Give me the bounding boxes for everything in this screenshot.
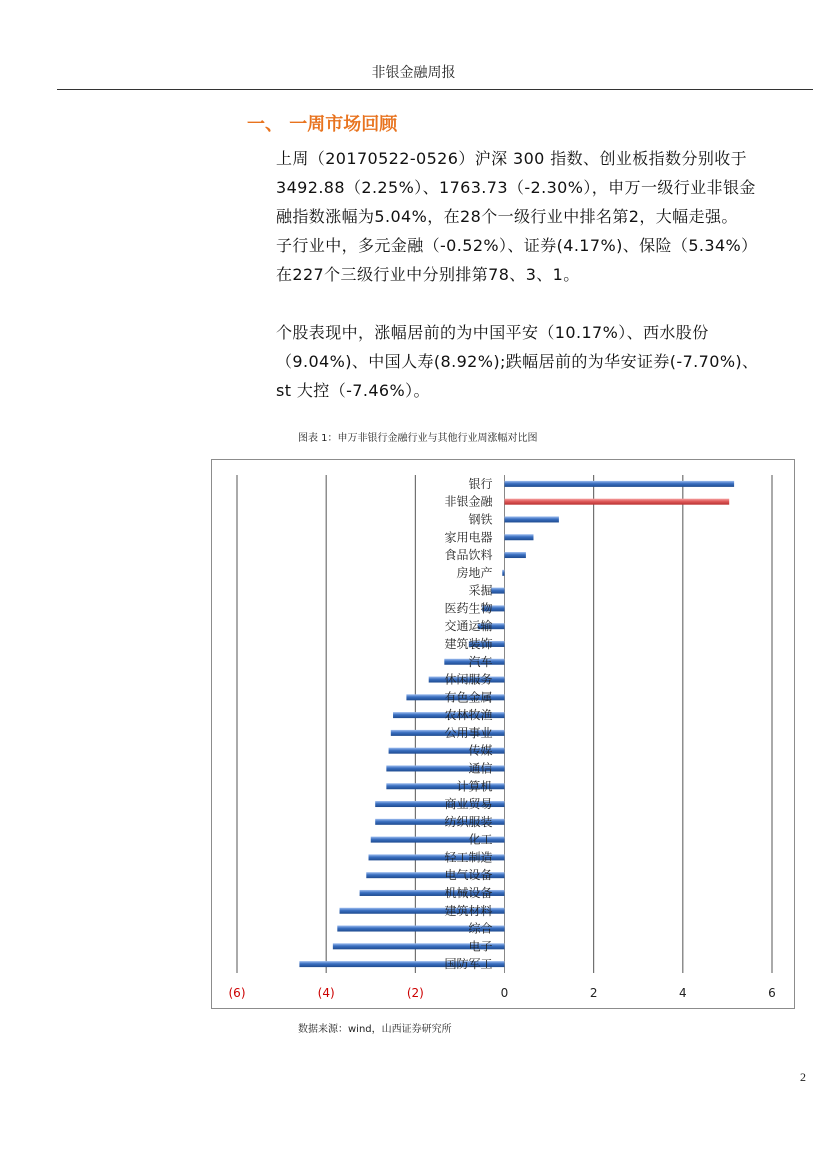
report-header-title: 非银金融周报	[371, 65, 456, 81]
market-review-paragraph	[276, 144, 816, 289]
chart-category-label: 交通运输	[444, 619, 493, 634]
chart-category-label: 食品饮料	[444, 548, 493, 563]
chart-category-label: 有色金属	[444, 690, 493, 705]
chart-bar	[505, 552, 526, 558]
chart-category-label: 休闲服务	[444, 672, 493, 687]
chart-category-label: 化工	[468, 832, 493, 847]
chart-bar	[505, 481, 735, 487]
chart-bar	[491, 588, 504, 594]
chart-category-label: 电气设备	[444, 868, 493, 883]
chart-category-label: 非银金融	[444, 494, 493, 509]
page-number: 2	[800, 1070, 806, 1084]
chart-bar	[505, 534, 534, 540]
chart-category-label: 轻工制造	[444, 850, 493, 865]
chart-category-label: 银行	[468, 476, 493, 491]
chart-x-tick-label: 2	[589, 986, 598, 1000]
chart-bar	[502, 570, 504, 576]
chart-category-label: 纺织服装	[444, 814, 493, 829]
chart-category-label: 房地产	[456, 565, 493, 580]
chart-category-label: 医药生物	[444, 601, 493, 616]
chart-canvas	[212, 460, 794, 1008]
chart-category-label: 公用事业	[444, 725, 493, 740]
chart-category-label: 建筑材料	[444, 903, 493, 918]
paragraph-line: 融指数涨幅为5.04%，在28个一级行业中排名第2，大幅走强。	[276, 207, 738, 226]
chart-category-label: 综合	[468, 921, 493, 936]
section-heading: 一、 一周市场回顾	[247, 114, 398, 135]
chart-category-label: 汽车	[468, 654, 493, 669]
chart-category-label: 传媒	[468, 743, 493, 758]
chart-category-label: 电子	[468, 939, 493, 954]
chart-bar	[505, 516, 559, 522]
chart-category-label: 商业贸易	[444, 797, 493, 812]
chart-x-tick-label: (4)	[317, 986, 335, 1000]
chart-category-label: 机械设备	[444, 885, 493, 900]
chart-category-label: 采掘	[468, 583, 493, 598]
chart-bar	[505, 499, 730, 505]
chart-x-tick-label: 0	[500, 986, 509, 1000]
chart-category-label: 建筑装饰	[444, 636, 493, 651]
paragraph-line: st 大控（-7.46%）。	[276, 381, 430, 400]
stock-performance-paragraph	[276, 318, 816, 405]
chart-x-tick-label: 6	[768, 986, 776, 1000]
figure-caption: 图表 1：申万非银行金融行业与其他行业周涨幅对比图	[298, 433, 538, 444]
chart-category-label: 计算机	[456, 779, 493, 794]
chart-category-label: 国防军工	[444, 957, 493, 972]
chart-x-tick-label: (6)	[228, 986, 246, 1000]
chart-category-label: 家用电器	[444, 530, 493, 545]
chart-category-label: 通信	[468, 761, 493, 776]
paragraph-line: 在227个三级行业中分别排第78、3、1。	[276, 265, 580, 284]
data-source-note: 数据来源：wind，山西证券研究所	[298, 1024, 452, 1035]
chart-category-label: 钢铁	[468, 512, 493, 527]
paragraph-line: 上周（20170522-0526）沪深 300 指数、创业板指数分别收于	[276, 149, 748, 168]
header-divider	[57, 89, 813, 90]
paragraph-line: （9.04%)、中国人寿(8.92%);跌幅居前的为华安证券(-7.70%)、	[276, 352, 759, 371]
paragraph-line: 子行业中，多元金融（-0.52%）、证券(4.17%)、保险（5.34%）	[276, 236, 758, 255]
chart-x-tick-label: 4	[679, 986, 687, 1000]
chart-x-tick-label: (2)	[406, 986, 424, 1000]
industry-comparison-chart	[211, 459, 795, 1009]
paragraph-line: 3492.88（2.25%）、1763.73（-2.30%），申万一级行业非银金	[276, 178, 756, 197]
chart-category-label: 农林牧渔	[444, 708, 493, 723]
paragraph-line: 个股表现中，涨幅居前的为中国平安（10.17%）、西水股份	[276, 323, 709, 342]
